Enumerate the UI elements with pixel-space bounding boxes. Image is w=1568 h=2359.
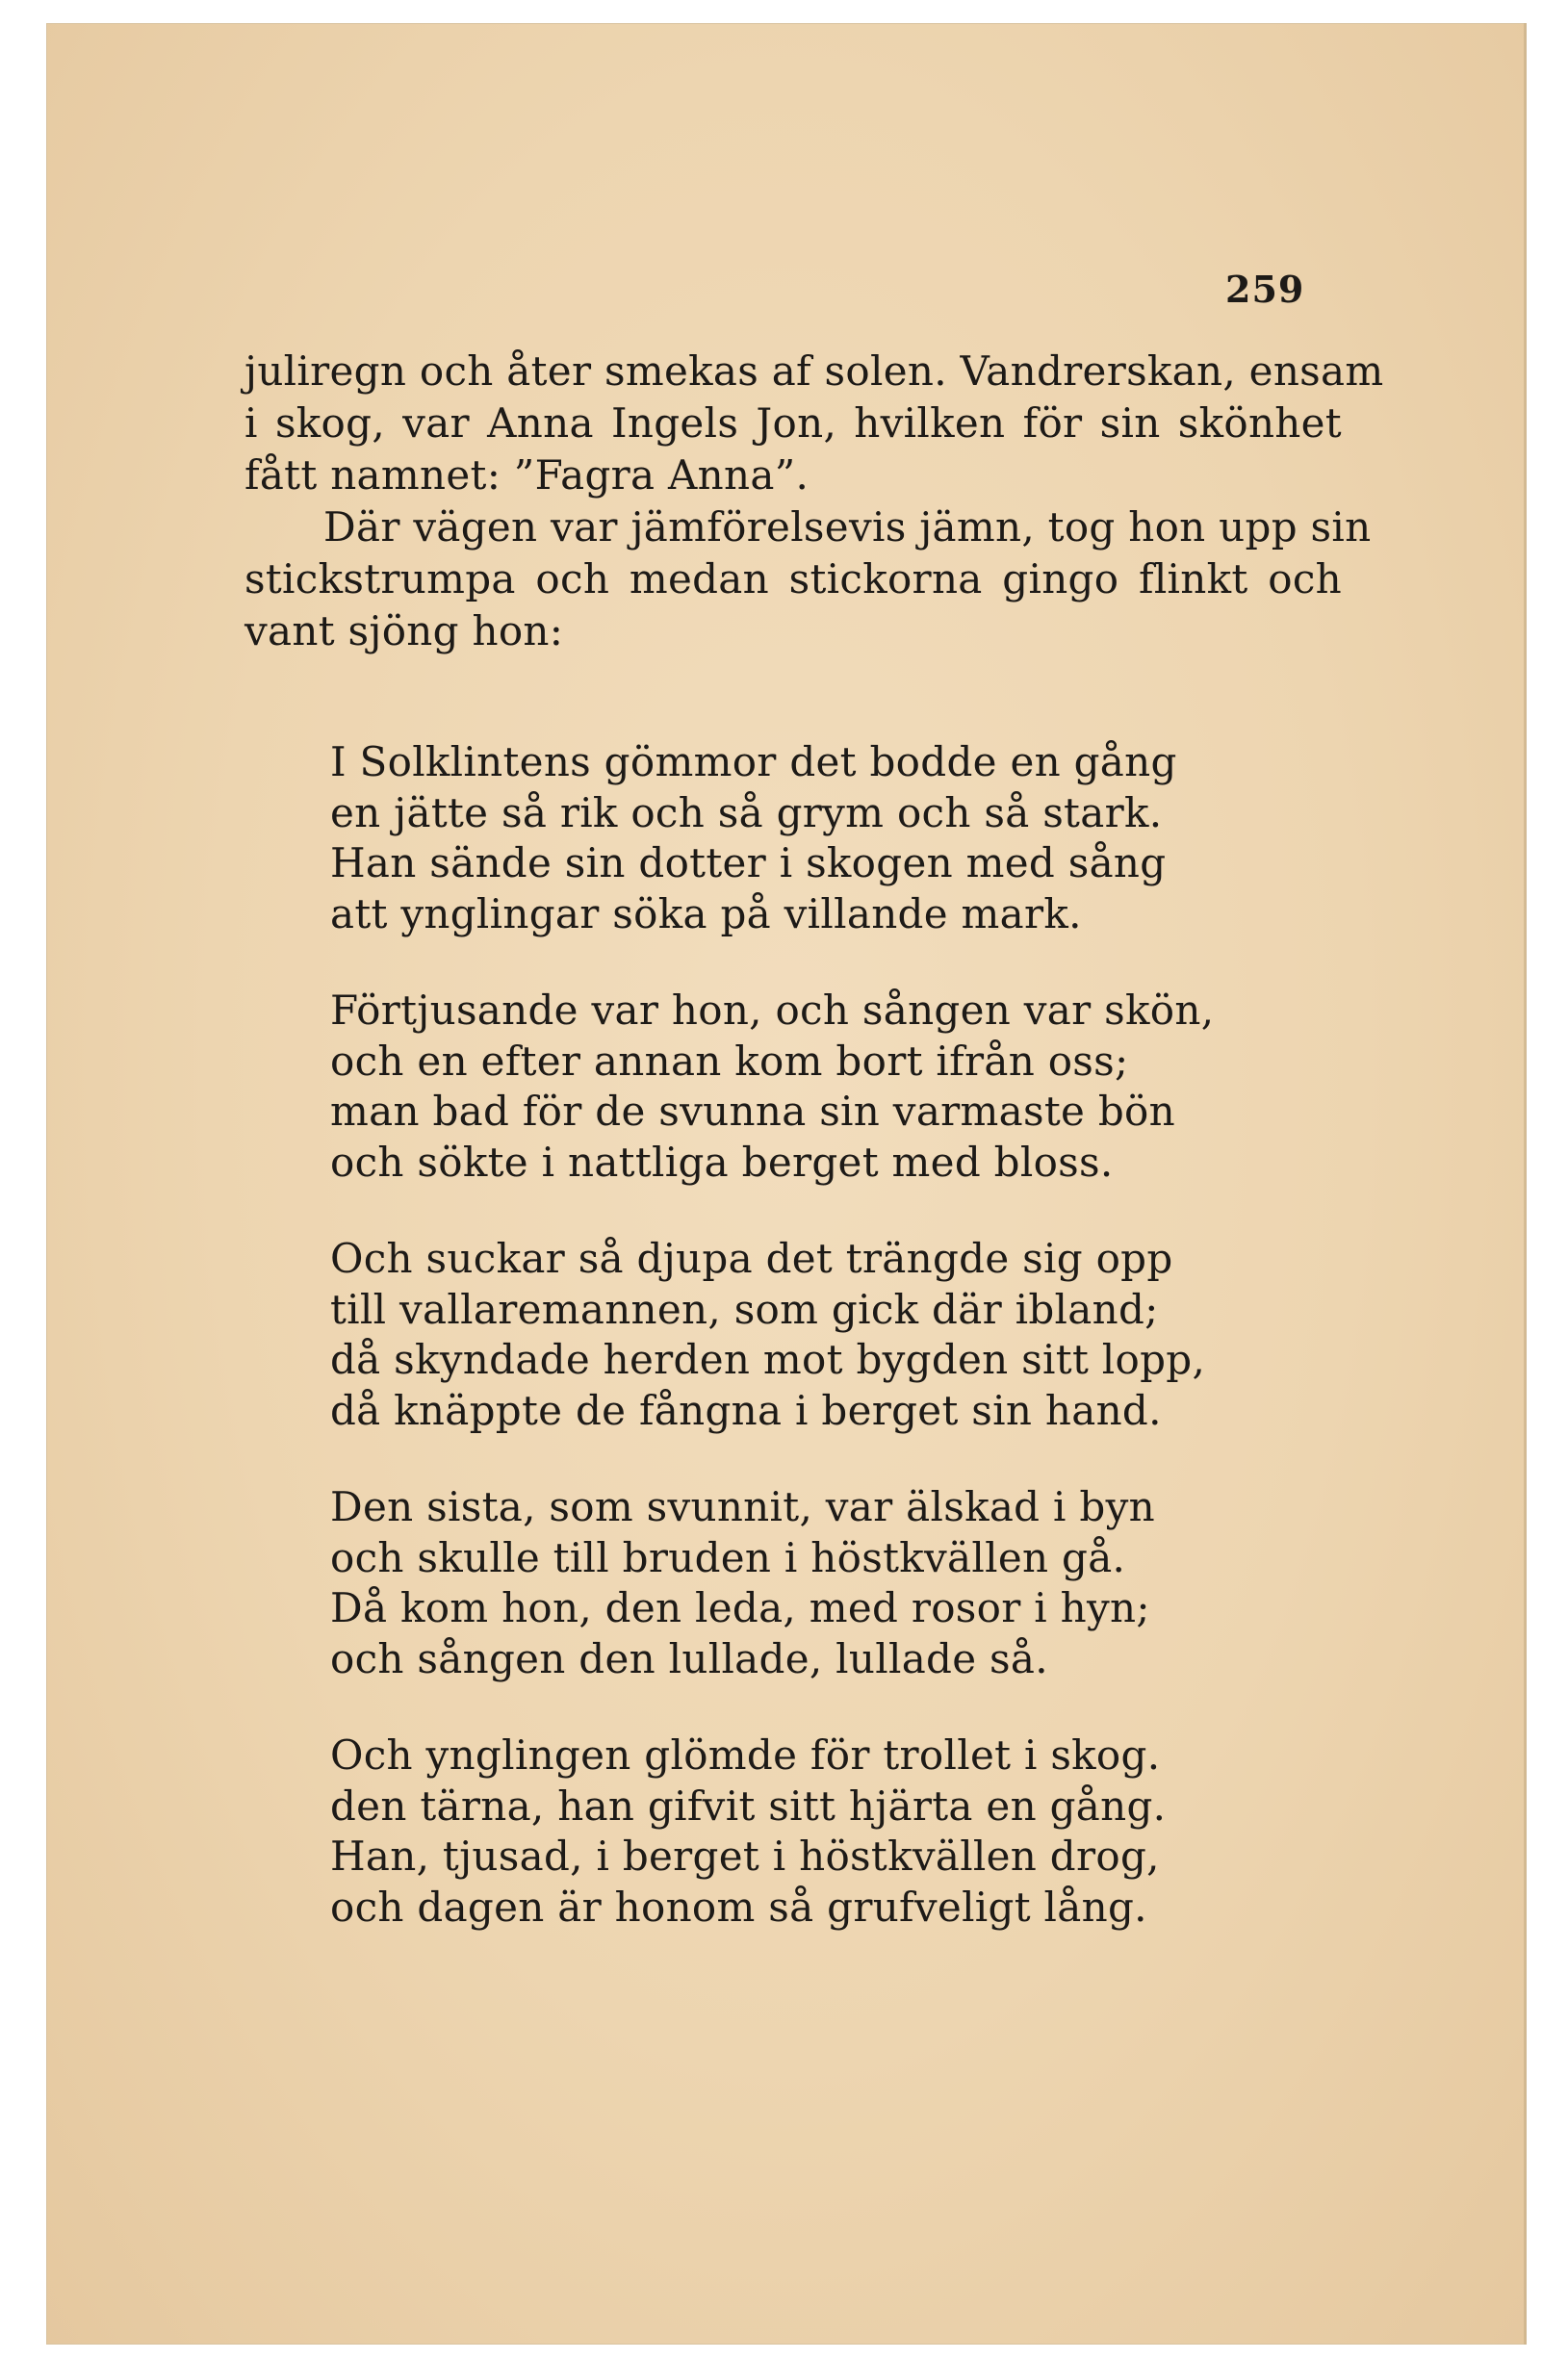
prose-line: i skog, var Anna Ingels Jon, hvilken för sin skönhet [244,399,1342,447]
poem-line: Han, tjusad, i berget i höstkvällen drog, [330,1833,1160,1880]
page-number: 259 [1225,268,1305,311]
poem-line: den tärna, han gifvit sitt hjärta en gång. [330,1782,1167,1830]
poem-line: då knäppte de fångna i berget sin hand. [330,1386,1162,1434]
poem-line: och en efter annan kom bort ifrån oss; [330,1037,1129,1085]
prose-line: stickstrumpa och medan stickorna gingo flinkt och [244,555,1342,603]
poem-line: till vallaremannen, som gick där ibland; [330,1285,1159,1333]
prose-line: vant sjöng hon: [244,607,564,654]
poem-stanza [330,1482,1214,1684]
poem-stanza [330,737,1214,939]
book-page [46,23,1527,2345]
poem-line: och sången den lullade, lullade så. [330,1634,1048,1682]
poem [330,737,1214,1933]
prose-line: fått namnet: ”Fagra Anna”. [244,451,810,499]
poem-line: Och ynglingen glömde för trollet i skog. [330,1731,1161,1779]
poem-line: I Solklintens gömmor det bodde en gång [330,738,1177,785]
poem-stanza [330,986,1214,1188]
prose-line: juliregn och åter smekas af solen. Vandrerskan, ensam [244,347,1384,395]
poem-line: och sökte i nattliga berget med bloss. [330,1138,1114,1186]
page-edge [1524,23,1527,2345]
poem-stanza [330,1731,1214,1933]
prose-paragraph [244,346,1384,657]
poem-line: Och suckar så djupa det trängde sig opp [330,1235,1173,1282]
prose-line: Där vägen var jämförelsevis jämn, tog hon upp sin [323,503,1372,551]
poem-line: Då kom hon, den leda, med rosor i hyn; [330,1584,1150,1631]
poem-stanza [330,1234,1214,1436]
poem-line: att ynglingar söka på villande mark. [330,889,1082,937]
poem-line: Förtjusande var hon, och sången var skön, [330,987,1215,1034]
poem-line: och skulle till bruden i höstkvällen gå. [330,1533,1126,1581]
poem-line: en jätte så rik och så grym och så stark. [330,788,1163,836]
poem-line: Han sände sin dotter i skogen med sång [330,839,1167,886]
poem-line: då skyndade herden mot bygden sitt lopp, [330,1336,1206,1383]
poem-line: och dagen är honom så grufveligt lång. [330,1883,1147,1931]
poem-line: Den sista, som svunnit, var älskad i byn [330,1483,1155,1530]
poem-line: man bad för de svunna sin varmaste bön [330,1088,1175,1135]
